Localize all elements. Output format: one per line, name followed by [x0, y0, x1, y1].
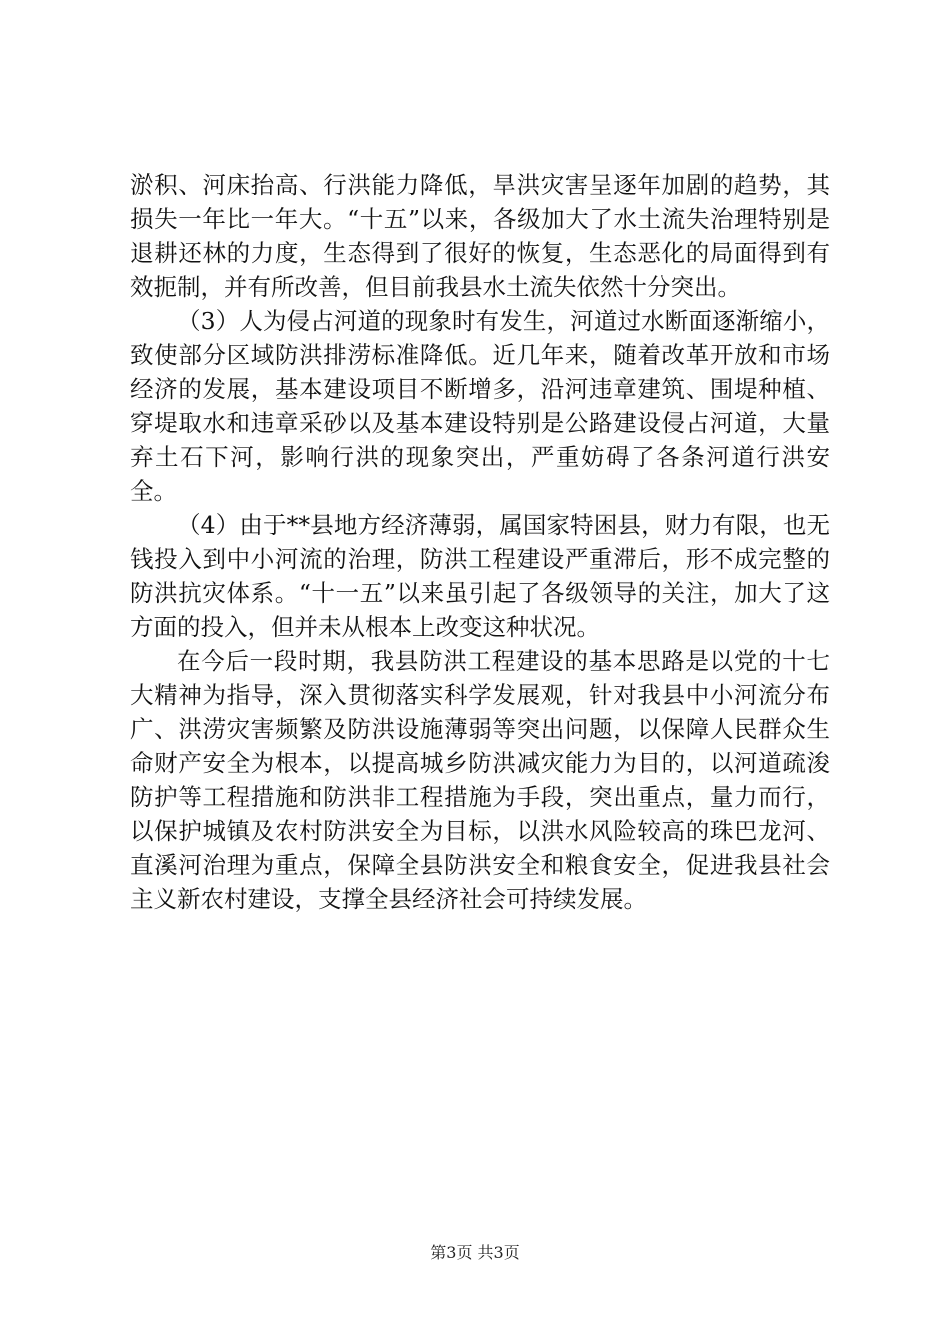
paragraph-item-3: （3）人为侵占河道的现象时有发生，河道过水断面逐渐缩小，致使部分区域防洪排涝标准降低。近几年来，随着改革开放和市场经济的发展，基本建设项目不断增多，沿河违章建筑、围堤种植、穿堤取水和违章采砂以及基本建设特别是公路建设侵占河道，大量弃土石下河，影响行洪的现象突出，严重妨碍了各条河道行洪安全。 [130, 307, 830, 505]
page-number-footer: 第3页 共3页 [430, 1243, 520, 1262]
paragraph-continuation: 淤积、河床抬高、行洪能力降低，旱洪灾害呈逐年加剧的趋势，其损失一年比一年大。“十五”以来，各级加大了水土流失治理特别是退耕还林的力度，生态得到了很好的恢复，生态恶化的局面得到有效扼制，并有所改善，但目前我县水土流失依然十分突出。 [130, 171, 830, 301]
paragraph-item-4: （4）由于**县地方经济薄弱，属国家特困县，财力有限，也无钱投入到中小河流的治理，防洪工程建设严重滞后，形不成完整的防洪抗灾体系。“十一五”以来虽引起了各级领导的关注，加大了这方面的投入，但并未从根本上改变这种状况。 [130, 511, 830, 641]
paragraph-future-plan: 在今后一段时期，我县防洪工程建设的基本思路是以党的十七大精神为指导，深入贯彻落实科学发展观，针对我县中小河流分布广、洪涝灾害频繁及防洪设施薄弱等突出问题，以保障人民群众生命财产安全为根本，以提高城乡防洪减灾能力为目的，以河道疏浚防护等工程措施和防洪非工程措施为手段，突出重点，量力而行，以保护城镇及农村防洪安全为目标，以洪水风险较高的珠巴龙河、直溪河治理为重点，保障全县防洪安全和粮食安全，促进我县社会主义新农村建设，支撑全县经济社会可持续发展。 [130, 647, 830, 913]
document-body [130, 168, 830, 916]
